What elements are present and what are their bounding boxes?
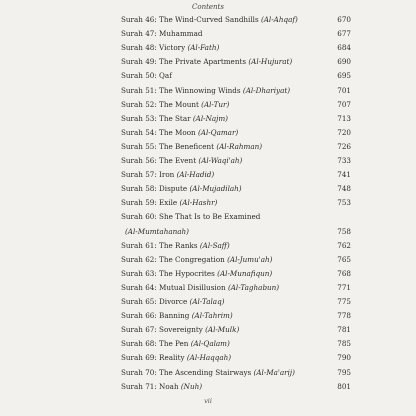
arabic-name: (Al-Saff) bbox=[199, 240, 230, 250]
arabic-name: (Al-Munafiqun) bbox=[217, 268, 273, 278]
toc-page-number: 781 bbox=[337, 325, 351, 335]
surah-name: Surah 55: The Beneficent bbox=[121, 141, 215, 151]
surah-name: Surah 69: Reality bbox=[121, 353, 185, 363]
toc-entry bbox=[121, 282, 351, 294]
toc-entry-title bbox=[121, 324, 239, 336]
toc-page-number: 684 bbox=[337, 43, 351, 53]
toc-page-number: 785 bbox=[337, 339, 351, 349]
toc-page-number: 707 bbox=[337, 99, 351, 109]
arabic-name: (Nuh) bbox=[180, 381, 203, 391]
toc-entry-title bbox=[121, 197, 217, 209]
arabic-name: (Al-Tahrim) bbox=[191, 311, 233, 321]
arabic-name: (Al-Qalam) bbox=[190, 339, 230, 349]
toc-page-number: 726 bbox=[337, 141, 351, 151]
surah-name: Surah 60: She That Is to Be Examined bbox=[121, 212, 261, 222]
toc-entry-title bbox=[121, 127, 238, 139]
toc-entry-title bbox=[121, 155, 242, 167]
toc-entry-title bbox=[121, 70, 172, 82]
toc-entry bbox=[121, 127, 351, 139]
arabic-name: (Al-Ma'arij) bbox=[253, 367, 295, 377]
surah-name: Surah 70: The Ascending Stairways bbox=[121, 367, 252, 377]
toc-entry-title bbox=[121, 85, 290, 97]
toc-entry-title bbox=[121, 282, 279, 294]
surah-name: Surah 68: The Pen bbox=[121, 339, 189, 349]
arabic-name: (Al-Hashr) bbox=[179, 198, 218, 208]
toc-page-number: 775 bbox=[337, 297, 351, 306]
surah-name: Surah 49: The Private Apartments bbox=[121, 57, 247, 67]
surah-name: Surah 64: Mutual Disillusion bbox=[121, 282, 226, 292]
surah-name: Surah 61: The Ranks bbox=[121, 240, 198, 250]
page-number: vii bbox=[204, 397, 212, 405]
toc-entry-title bbox=[121, 113, 228, 125]
toc-entry bbox=[121, 183, 351, 195]
toc-page-number: 670 bbox=[337, 15, 351, 24]
toc-entry bbox=[121, 367, 351, 379]
toc-entry-title bbox=[121, 56, 292, 68]
toc-entry-title bbox=[121, 14, 298, 26]
toc-entry bbox=[121, 296, 351, 308]
arabic-name: (Al-Dhariyat) bbox=[242, 85, 291, 95]
toc-page-number: 713 bbox=[337, 113, 351, 123]
toc-entry-title bbox=[121, 310, 233, 322]
toc-entry-title bbox=[121, 296, 225, 308]
arabic-name: (Al-Waqi'ah) bbox=[198, 156, 243, 165]
toc-page-number: 748 bbox=[337, 184, 351, 194]
surah-name: Surah 56: The Event bbox=[121, 156, 197, 165]
toc-entry-title bbox=[121, 169, 214, 181]
toc-page-number: 790 bbox=[337, 353, 351, 363]
toc-entry-title bbox=[125, 226, 189, 238]
toc-entry-title bbox=[121, 28, 202, 40]
toc-entry-title bbox=[121, 352, 231, 364]
toc-entry bbox=[121, 99, 351, 111]
toc-entry-title bbox=[121, 42, 219, 54]
toc-entry bbox=[121, 381, 351, 393]
surah-name: Surah 52: The Mount bbox=[121, 99, 199, 109]
toc-entry bbox=[121, 211, 351, 223]
toc-entry-title bbox=[121, 268, 272, 280]
toc-entry bbox=[121, 113, 351, 125]
toc-entry bbox=[121, 352, 351, 364]
surah-name: Surah 66: Banning bbox=[121, 311, 190, 321]
toc-entry-title bbox=[121, 211, 260, 223]
surah-name: Surah 58: Dispute bbox=[121, 184, 188, 194]
toc-entry-title bbox=[121, 338, 230, 350]
toc-entry-title bbox=[121, 381, 202, 393]
surah-name: Surah 67: Sovereignty bbox=[121, 325, 203, 335]
toc-entry bbox=[121, 324, 351, 336]
arabic-name: (Al-Rahman) bbox=[216, 141, 263, 151]
surah-name: Surah 47: Muhammad bbox=[121, 29, 203, 39]
surah-name: Surah 57: Iron bbox=[121, 170, 175, 180]
arabic-name: (Al-Qamar) bbox=[197, 127, 239, 137]
arabic-name: (Al-Mujadilah) bbox=[189, 184, 242, 194]
arabic-name: (Al-Talaq) bbox=[189, 297, 225, 306]
toc-entry bbox=[121, 85, 351, 97]
toc-entry bbox=[121, 310, 351, 322]
surah-name: Surah 51: The Winnowing Winds bbox=[121, 85, 241, 95]
surah-name: Surah 50: Qaf bbox=[121, 71, 172, 81]
toc-entry bbox=[121, 338, 351, 350]
toc-page-number: 801 bbox=[337, 381, 351, 391]
toc-page-number: 765 bbox=[337, 254, 351, 264]
toc-entry-title bbox=[121, 141, 262, 153]
toc-page-number: 768 bbox=[337, 268, 351, 278]
toc-entry bbox=[121, 56, 351, 68]
toc-entry bbox=[121, 254, 351, 266]
toc-page-number: 762 bbox=[337, 240, 351, 250]
toc-entry bbox=[121, 141, 351, 153]
toc-page-number: 758 bbox=[337, 226, 351, 236]
toc-entry-title bbox=[121, 254, 272, 266]
toc-entry-title bbox=[121, 367, 295, 379]
toc-entry bbox=[121, 268, 351, 280]
toc-entry bbox=[121, 42, 351, 54]
surah-name: Surah 48: Victory bbox=[121, 43, 186, 53]
arabic-name: (Al-Hujurat) bbox=[248, 57, 293, 67]
arabic-name: (Al-Mumtahanah) bbox=[125, 226, 189, 236]
surah-name: Surah 46: The Wind-Curved Sandhills bbox=[121, 15, 259, 24]
arabic-name: (Al-Hadid) bbox=[176, 170, 215, 180]
toc-entry bbox=[121, 197, 351, 209]
toc-page-number: 753 bbox=[337, 198, 351, 208]
toc-page-number: 720 bbox=[337, 127, 351, 137]
toc-page-number: 677 bbox=[337, 29, 351, 39]
toc-page-number: 701 bbox=[337, 85, 351, 95]
arabic-name: (Al-Najm) bbox=[192, 113, 228, 123]
toc-entry-title bbox=[121, 183, 242, 195]
arabic-name: (Al-Taghabun) bbox=[227, 282, 280, 292]
toc-page-number: 733 bbox=[337, 156, 351, 165]
toc-entry bbox=[121, 28, 351, 40]
toc-entry bbox=[121, 70, 351, 82]
surah-name: Surah 54: The Moon bbox=[121, 127, 196, 137]
toc-page-number: 771 bbox=[337, 282, 351, 292]
toc-page-number: 795 bbox=[337, 367, 351, 377]
surah-name: Surah 63: The Hypocrites bbox=[121, 268, 215, 278]
arabic-name: (Al-Tur) bbox=[201, 99, 230, 109]
arabic-name: (Al-Haqqah) bbox=[186, 353, 232, 363]
toc-entry-title bbox=[121, 240, 230, 252]
arabic-name: (Al-Mulk) bbox=[205, 325, 240, 335]
arabic-name: (Al-Ahqaf) bbox=[260, 15, 298, 24]
toc-entry bbox=[121, 169, 351, 181]
surah-name: Surah 59: Exile bbox=[121, 198, 178, 208]
toc-page-number: 778 bbox=[337, 311, 351, 321]
surah-name: Surah 65: Divorce bbox=[121, 297, 188, 306]
arabic-name: (Al-Jumu'ah) bbox=[227, 254, 273, 264]
surah-name: Surah 53: The Star bbox=[121, 113, 191, 123]
toc-entry bbox=[125, 226, 351, 238]
toc-entry bbox=[121, 155, 351, 167]
toc-entry bbox=[121, 240, 351, 252]
toc-entry-title bbox=[121, 99, 229, 111]
toc-page-number: 741 bbox=[337, 170, 351, 180]
toc-page-number: 695 bbox=[337, 71, 351, 81]
toc-entry bbox=[121, 14, 351, 26]
arabic-name: (Al-Fath) bbox=[187, 43, 220, 53]
toc-page-number: 690 bbox=[337, 57, 351, 67]
running-header: Contents bbox=[192, 3, 224, 11]
surah-name: Surah 62: The Congregation bbox=[121, 254, 225, 264]
surah-name: Surah 71: Noah bbox=[121, 381, 179, 391]
